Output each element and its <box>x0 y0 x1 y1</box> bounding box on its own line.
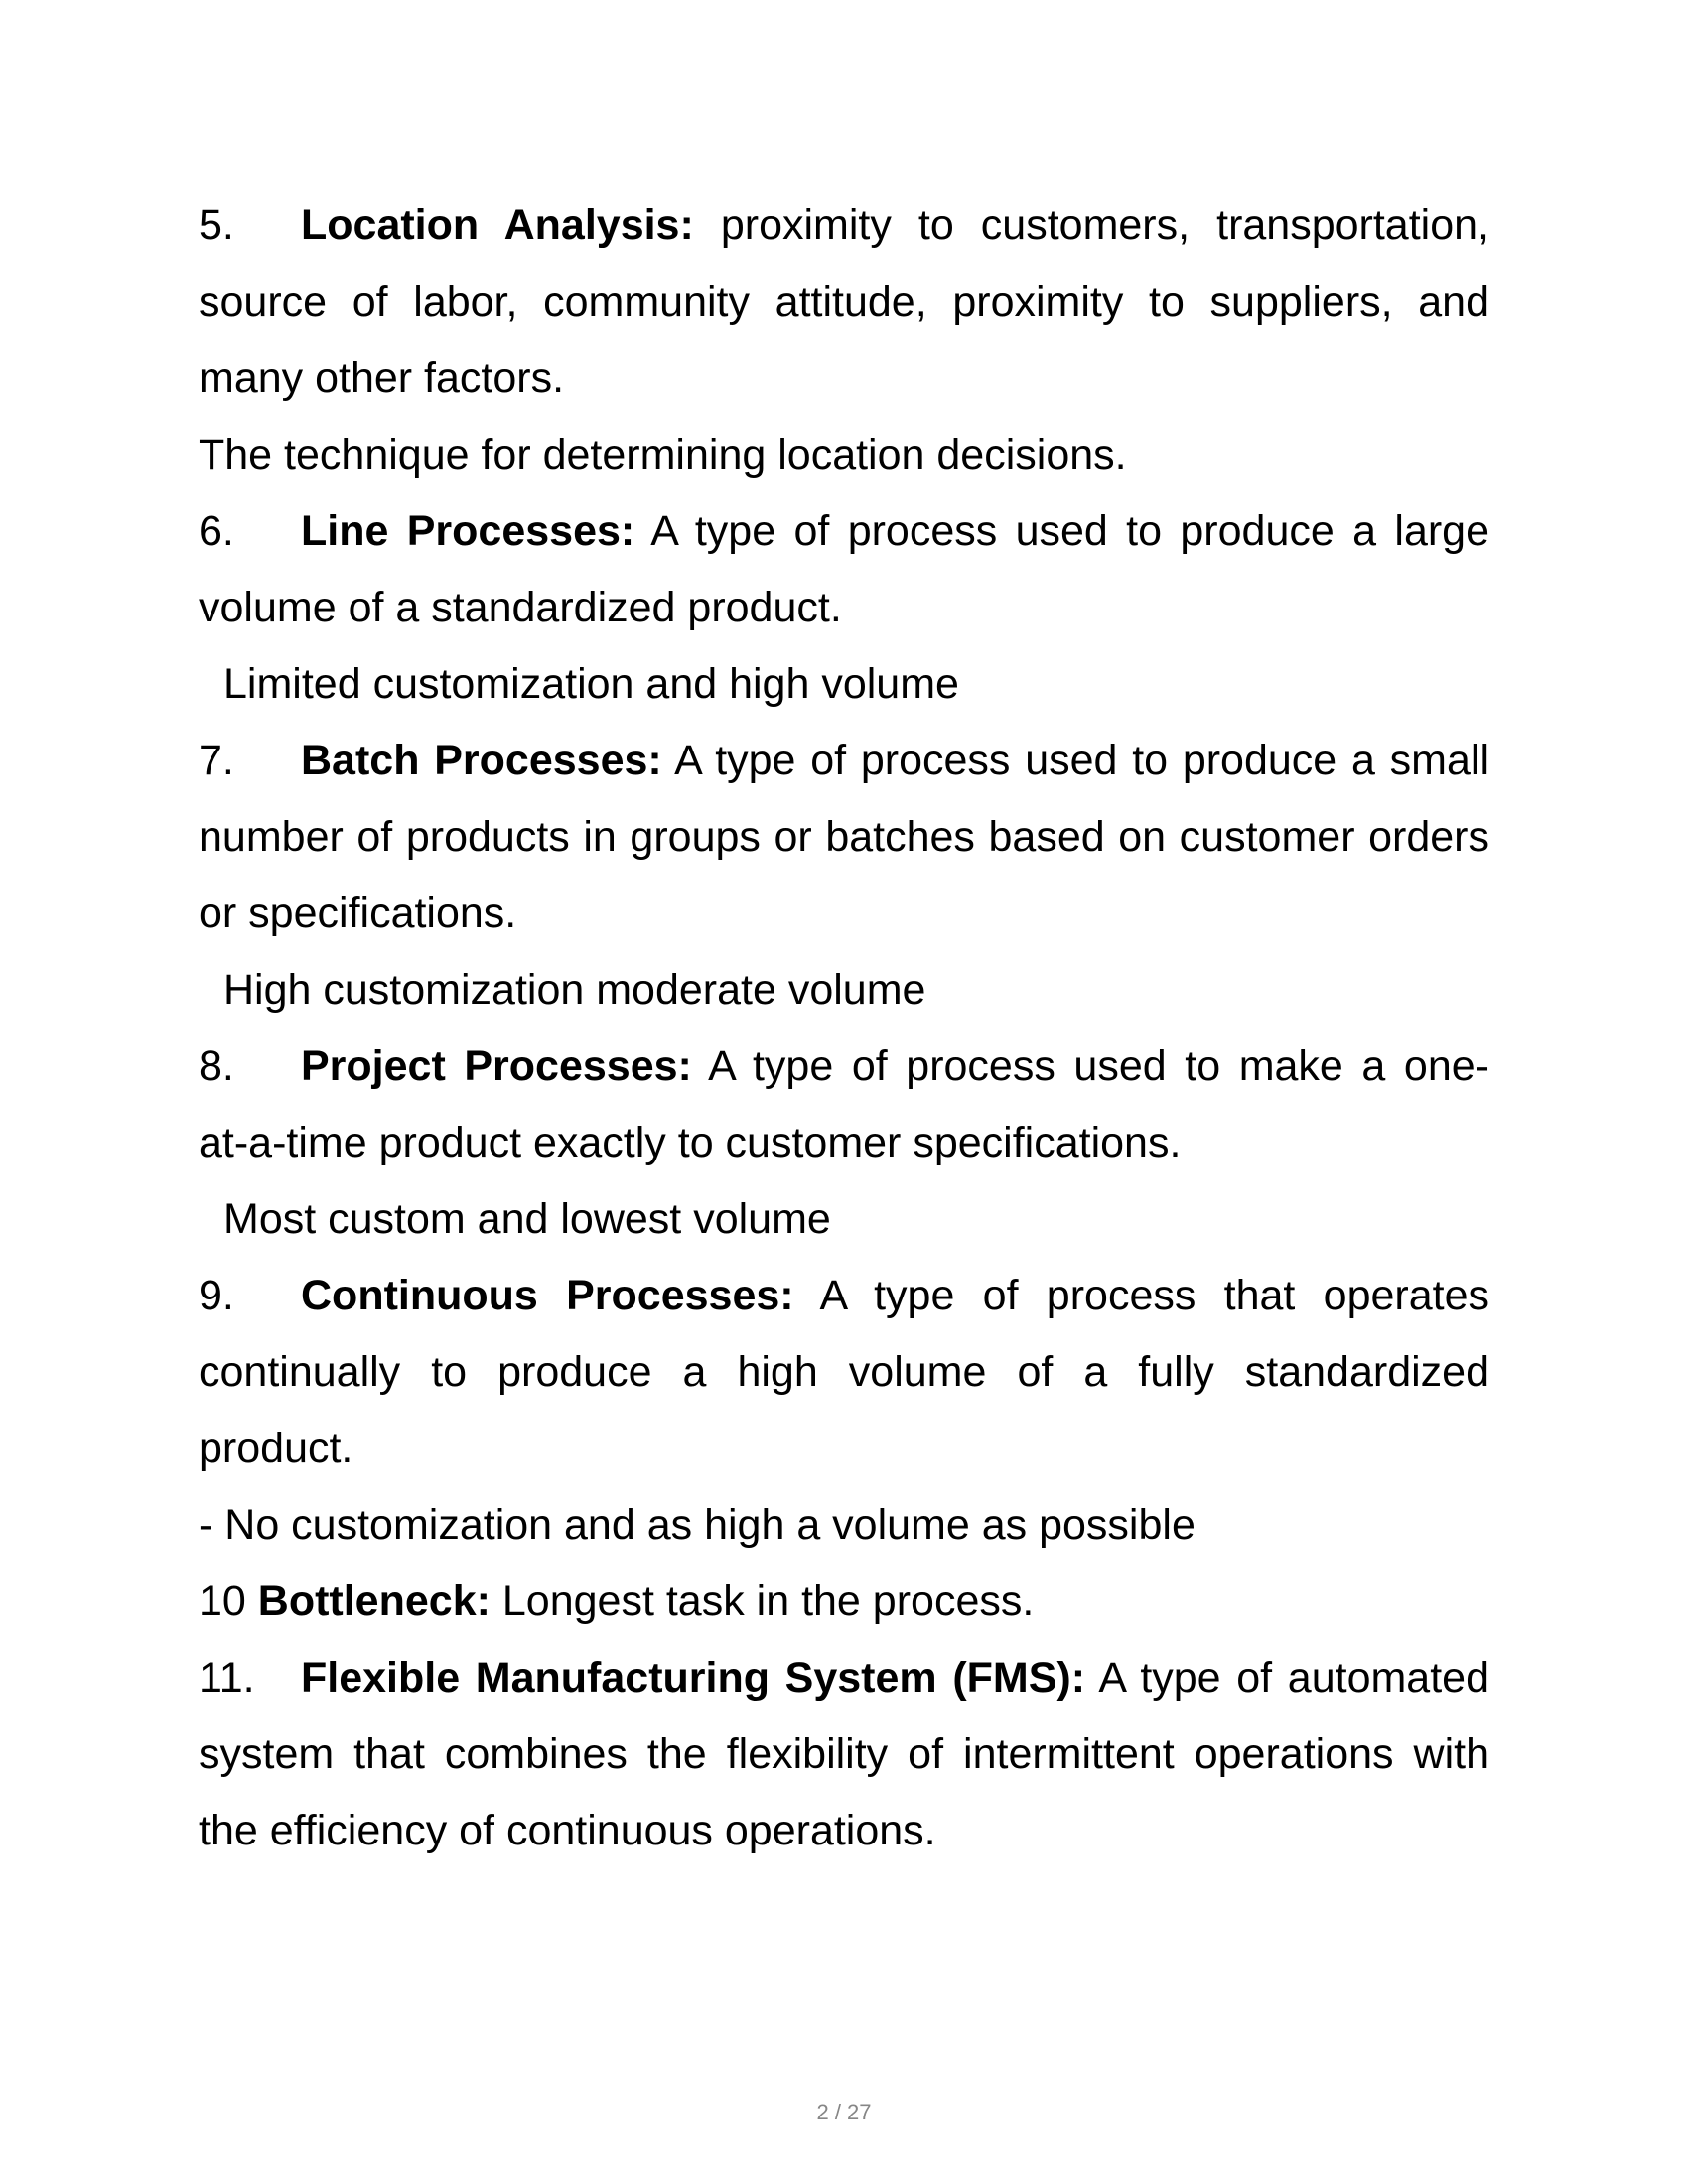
text-segment: Limited customization and high volume <box>223 660 959 708</box>
text-line <box>199 799 1489 876</box>
text-segment: A type of process that operates <box>793 1272 1489 1319</box>
text-line <box>199 570 1489 646</box>
text-segment: system that combines the flexibility of intermittent operations with <box>199 1730 1489 1778</box>
list-number: 5. <box>199 202 234 249</box>
text-segment: number of products in groups or batches based on customer orders <box>199 813 1489 861</box>
list-number: 11. <box>199 1654 255 1702</box>
page-number: 2 / 27 <box>816 2100 872 2124</box>
text-line <box>199 188 1489 264</box>
term-label: Line Processes: <box>301 507 635 555</box>
text-segment: A type of automated <box>1085 1654 1489 1702</box>
text-segment: source of labor, community attitude, proximity to suppliers, and <box>199 278 1489 326</box>
list-number: 6. <box>199 507 234 555</box>
text-segment: Longest task in the process. <box>490 1577 1035 1625</box>
text-line <box>199 1793 1489 1869</box>
text-line <box>199 264 1489 341</box>
text-segment: A type of process used to produce a large <box>634 507 1490 555</box>
text-segment: 10 <box>199 1577 258 1625</box>
text-line <box>199 1411 1489 1487</box>
list-number: 7. <box>199 737 234 784</box>
text-segment: - No customization and as high a volume as possible <box>199 1501 1196 1549</box>
text-segment: volume of a standardized product. <box>199 584 842 631</box>
text-segment: product. <box>199 1425 353 1472</box>
text-line <box>199 417 1489 493</box>
term-label: Batch Processes: <box>301 737 662 784</box>
text-line <box>199 493 1489 570</box>
term-label: Continuous Processes: <box>301 1272 794 1319</box>
text-line <box>199 1564 1489 1640</box>
text-segment: proximity to customers, transportation, <box>693 202 1489 249</box>
list-number: 9. <box>199 1272 234 1319</box>
list-number: 8. <box>199 1042 234 1090</box>
text-segment: Most custom and lowest volume <box>223 1195 831 1243</box>
text-line <box>199 1181 1489 1258</box>
text-line <box>199 341 1489 417</box>
text-line <box>199 1487 1489 1564</box>
text-line <box>199 1028 1489 1105</box>
text-line <box>199 1716 1489 1793</box>
term-label: Flexible Manufacturing System (FMS): <box>301 1654 1086 1702</box>
text-segment: many other factors. <box>199 354 565 402</box>
text-line <box>199 952 1489 1028</box>
text-segment: the efficiency of continuous operations. <box>199 1807 936 1854</box>
text-content <box>199 188 1489 1869</box>
text-segment: or specifications. <box>199 889 517 937</box>
text-line <box>199 1640 1489 1716</box>
text-segment: High customization moderate volume <box>223 966 926 1014</box>
text-segment: The technique for determining location decisions. <box>199 431 1127 478</box>
text-segment: A type of process used to produce a small <box>661 737 1489 784</box>
text-line <box>199 1258 1489 1334</box>
text-line <box>199 646 1489 723</box>
text-segment: at-a-time product exactly to customer specifications. <box>199 1119 1182 1166</box>
text-line <box>199 1105 1489 1181</box>
text-segment: A type of process used to make a one- <box>691 1042 1489 1090</box>
text-line <box>199 876 1489 952</box>
term-label: Project Processes: <box>301 1042 692 1090</box>
text-line <box>199 1334 1489 1411</box>
term-label: Location Analysis: <box>301 202 694 249</box>
text-line <box>199 723 1489 799</box>
term-label: Bottleneck: <box>257 1577 491 1625</box>
text-segment: continually to produce a high volume of a fully standardized <box>199 1348 1489 1396</box>
